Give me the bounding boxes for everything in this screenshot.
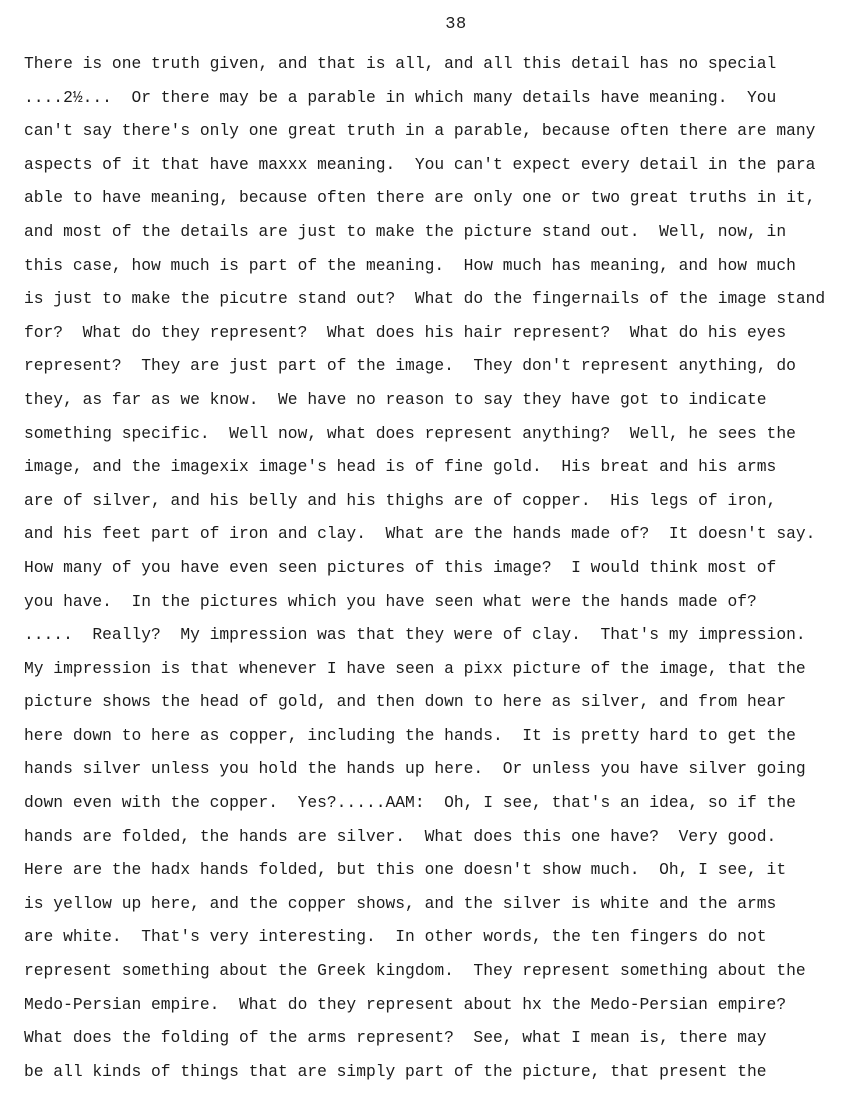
typed-text-body bbox=[24, 50, 846, 1091]
text-line: image, and the imagexix image's head is of fine gold. His breat and his arms bbox=[24, 457, 777, 477]
text-line: What does the folding of the arms represent? See, what I mean is, there may bbox=[24, 1028, 767, 1048]
text-line: and his feet part of iron and clay. What are the hands made of? It doesn't say. bbox=[24, 524, 816, 544]
text-line: hands are folded, the hands are silver. What does this one have? Very good. bbox=[24, 826, 777, 846]
text-line: you have. In the pictures which you have seen what were the hands made of? bbox=[24, 591, 757, 611]
text-line: represent something about the Greek kingdom. They represent something about the bbox=[24, 961, 806, 981]
text-line: this case, how much is part of the meaning. How much has meaning, and how much bbox=[24, 255, 796, 275]
text-line: How many of you have even seen pictures of this image? I would think most of bbox=[24, 557, 777, 577]
text-line: My impression is that whenever I have seen a pixx picture of the image, that the bbox=[24, 658, 806, 678]
text-line: be all kinds of things that are simply part of the picture, that present the bbox=[24, 1061, 767, 1081]
text-line: aspects of it that have maxxx meaning. You can't expect every detail in the para bbox=[24, 154, 816, 174]
text-line: picture shows the head of gold, and then down to here as silver, and from hear bbox=[24, 692, 787, 712]
text-line: here down to here as copper, including the hands. It is pretty hard to get the bbox=[24, 725, 796, 745]
text-line: something specific. Well now, what does represent anything? Well, he sees the bbox=[24, 423, 796, 443]
text-line: are white. That's very interesting. In other words, the ten fingers do not bbox=[24, 927, 767, 947]
text-line: is just to make the picutre stand out? What do the fingernails of the image stand bbox=[24, 289, 826, 309]
page-number: 38 bbox=[445, 15, 467, 34]
text-line: hands silver unless you hold the hands up here. Or unless you have silver going bbox=[24, 759, 806, 779]
text-line: represent? They are just part of the image. They don't represent anything, do bbox=[24, 356, 796, 376]
text-line: and most of the details are just to make the picture stand out. Well, now, in bbox=[24, 221, 787, 241]
text-line: for? What do they represent? What does his hair represent? What do his eyes bbox=[24, 322, 787, 342]
text-line: down even with the copper. Yes?.....AAM: Oh, I see, that's an idea, so if the bbox=[24, 793, 796, 813]
text-line: ..... Really? My impression was that they were of clay. That's my impression. bbox=[24, 625, 806, 645]
text-line: they, as far as we know. We have no reason to say they have got to indicate bbox=[24, 389, 767, 409]
text-line: There is one truth given, and that is all, and all this detail has no special bbox=[24, 54, 777, 73]
text-line: can't say there's only one great truth in a parable, because often there are many bbox=[24, 121, 816, 141]
text-line: are of silver, and his belly and his thighs are of copper. His legs of iron, bbox=[24, 490, 777, 510]
text-line: able to have meaning, because often there are only one or two great truths in it, bbox=[24, 188, 816, 208]
text-line: is yellow up here, and the copper shows, and the silver is white and the arms bbox=[24, 893, 777, 913]
text-line: Here are the hadx hands folded, but this one doesn't show much. Oh, I see, it bbox=[24, 860, 787, 880]
text-line: ....2½... Or there may be a parable in which many details have meaning. You bbox=[24, 87, 777, 107]
text-line: Medo-Persian empire. What do they represent about hx the Medo-Persian empire? bbox=[24, 994, 787, 1014]
